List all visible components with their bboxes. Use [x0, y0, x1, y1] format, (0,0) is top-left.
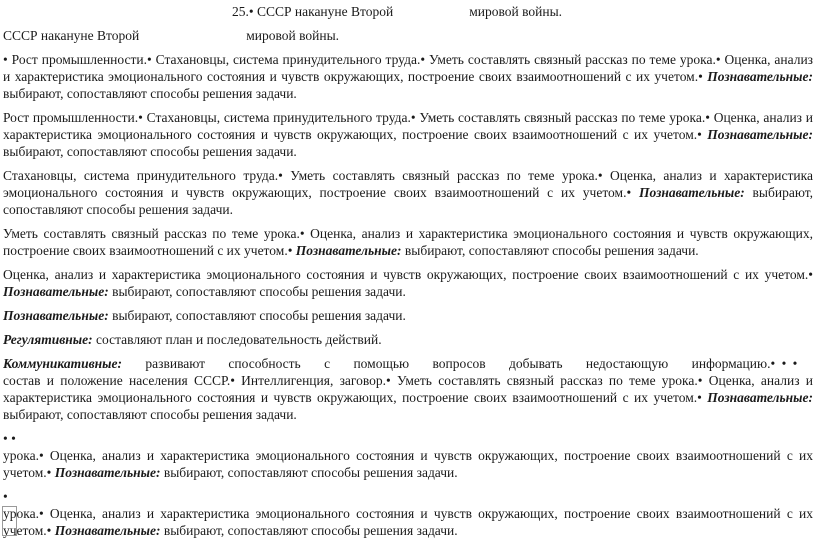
text-run: • •	[3, 431, 16, 446]
text-run: развивают способность с помощью вопросов добывать недостающую информацию.	[122, 356, 771, 371]
paragraph-otsenka	[3, 266, 813, 300]
text-run: выбирают, сопоставляют способы решения задачи.	[401, 243, 699, 258]
emphasis-run: Познавательные:	[707, 127, 813, 142]
title-line-2-left: СССР накануне Второй	[3, 28, 140, 43]
emphasis-run: Познавательные:	[295, 243, 402, 258]
tab-spacer	[393, 15, 469, 16]
text-run: выбирают, сопоставляют способы решения задачи.	[160, 465, 458, 480]
text-run: выбирают, сопоставляют способы решения задачи.	[3, 185, 813, 217]
text-run: выбирают, сопоставляют способы решения задачи.	[3, 86, 297, 101]
paragraph-kommunikativnye-spread-line	[3, 355, 813, 372]
empty-table-cell-frame	[2, 506, 17, 536]
text-run: урока.• Оценка, анализ и характеристика эмоционального состояния и чувств окружающих, построение своих взаимоотношений с их учетом.•	[3, 448, 813, 480]
emphasis-run: Познавательные:	[54, 465, 161, 480]
text-run: выбирают, сопоставляют способы решения задачи.	[108, 308, 406, 323]
paragraphs	[3, 51, 813, 539]
emphasis-run: Познавательные:	[707, 390, 813, 405]
title-line-1-left: 25.• СССР накануне Второй	[232, 4, 394, 19]
emphasis-run: Коммуникативные:	[3, 356, 123, 371]
text-run: урока.• Оценка, анализ и характеристика эмоционального состояния и чувств окружающих, построение своих взаимоотношений с их учетом.•	[3, 506, 813, 538]
title-line-2-right: мировой войны.	[246, 28, 340, 43]
text-run: составляют план и последовательность действий.	[92, 332, 382, 347]
paragraph-rost-1	[3, 51, 813, 102]
text-run: •	[3, 489, 8, 504]
text-run: выбирают, сопоставляют способы решения задачи.	[3, 144, 297, 159]
title-line-1	[3, 3, 813, 20]
paragraph-rost-2	[3, 109, 813, 160]
paragraph-umet	[3, 225, 813, 259]
emphasis-run: Познавательные:	[54, 523, 161, 538]
emphasis-run: Познавательные:	[707, 69, 813, 84]
title-line-1-right: мировой войны.	[469, 4, 563, 19]
text-run: выбирают, сопоставляют способы решения задачи.	[160, 523, 458, 538]
text-run: выбирают, сопоставляют способы решения задачи.	[108, 284, 406, 299]
paragraph-one-bullet	[3, 488, 813, 505]
paragraph-sostav	[3, 372, 813, 423]
text-run: Стахановцы, система принудительного труда.• Уметь составлять связный рассказ по теме урока.• Оценка, анализ и характеристика эмоционального состояния и чувств окружающих, построение своих взаимоотношений с их учетом.•	[3, 168, 813, 200]
text-run: • Рост промышленности.• Стахановцы, система принудительного труда.• Уметь составлять связный рассказ по теме урока.• Оценка, анализ и характеристика эмоционального состояния и чувств окружающих, построение своих взаимоотношений с их учетом.•	[3, 52, 813, 84]
title-line-2	[3, 27, 813, 44]
paragraph-uroka-2	[3, 505, 813, 539]
text-run: Рост промышленности.• Стахановцы, система принудительного труда.• Уметь составлять связный рассказ по теме урока.• Оценка, анализ и характеристика эмоционального состояния и чувств окружающих, построение своих взаимоотношений с их учетом.•	[3, 110, 813, 142]
tab-spacer	[139, 39, 246, 40]
text-run: состав и положение населения СССР.• Интеллигенция, заговор.• Уметь составлять связный рассказ по теме урока.• Оценка, анализ и характеристика эмоционального состояния и чувств окружающих, построение своих взаимоотношений с их учетом.•	[3, 373, 813, 405]
paragraph-uroka-1	[3, 447, 813, 481]
paragraph-regulyativnye	[3, 331, 813, 348]
text-run: Уметь составлять связный рассказ по теме урока.• Оценка, анализ и характеристика эмоционального состояния и чувств окружающих, построение своих взаимоотношений с их учетом.•	[3, 226, 813, 258]
paragraph-poznavatelnye	[3, 307, 813, 324]
paragraph-two-bullets	[3, 430, 813, 447]
emphasis-run: Познавательные:	[3, 284, 109, 299]
emphasis-run: Регулятивные:	[3, 332, 93, 347]
text-run: выбирают, сопоставляют способы решения задачи.	[3, 407, 297, 422]
emphasis-run: Познавательные:	[3, 308, 109, 323]
emphasis-run: Познавательные:	[639, 185, 745, 200]
bullet-run: • • •	[770, 356, 798, 371]
text-run: Оценка, анализ и характеристика эмоционального состояния и чувств окружающих, построение своих взаимоотношений с их учетом.•	[3, 267, 813, 282]
paragraph-stakhanovtsy	[3, 167, 813, 218]
